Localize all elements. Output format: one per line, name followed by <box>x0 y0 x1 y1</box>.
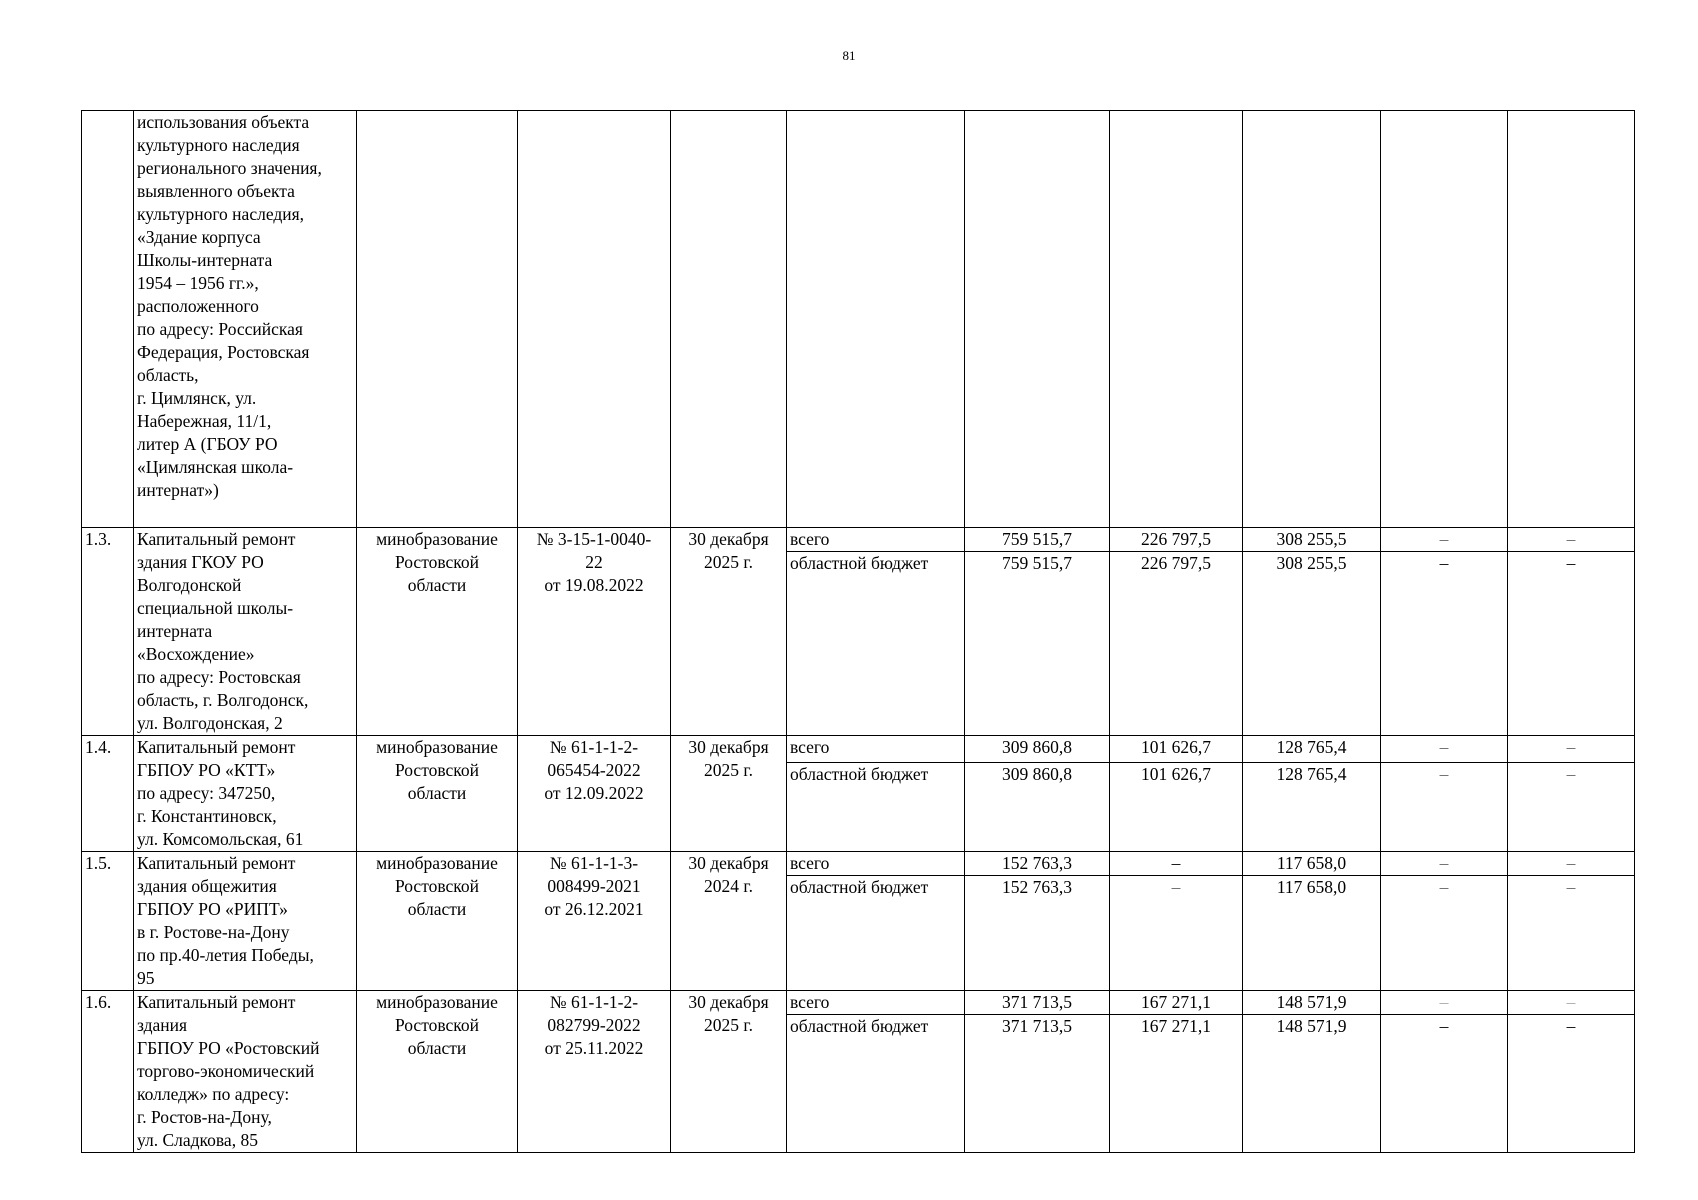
object-name-cell: Капитальный ремонт здания общежития ГБПОУ РО «РИПТ» в г. Ростове-на-Дону по пр.40-летия Победы, 95 <box>134 852 357 991</box>
value-cell: 101 626,7 <box>1110 762 1243 852</box>
value-cell: 308 255,5 <box>1243 528 1381 552</box>
empty-cell <box>965 111 1110 528</box>
value-cell: 152 763,3 <box>965 876 1110 991</box>
value-cell: – <box>1508 1015 1635 1153</box>
table-row <box>82 991 1635 1015</box>
value-cell: 309 860,8 <box>965 736 1110 763</box>
object-name-cell: Капитальный ремонт ГБПОУ РО «КТТ» по адресу: 347250, г. Константиновск, ул. Комсомольская, 61 <box>134 736 357 852</box>
table-row <box>82 852 1635 876</box>
row-number-cell: 1.5. <box>82 852 134 991</box>
value-cell: – <box>1508 852 1635 876</box>
organization-cell: минобразование Ростовской области <box>357 528 518 736</box>
value-cell: – <box>1381 528 1508 552</box>
value-cell: 128 765,4 <box>1243 762 1381 852</box>
row-number-cell: 1.6. <box>82 991 134 1153</box>
value-cell: 117 658,0 <box>1243 876 1381 991</box>
document-cell: № 61-1-1-2- 082799-2022 от 25.11.2022 <box>518 991 671 1153</box>
deadline-cell: 30 декабря 2024 г. <box>671 852 787 991</box>
empty-cell <box>1243 111 1381 528</box>
deadline-cell: 30 декабря 2025 г. <box>671 991 787 1153</box>
value-cell: – <box>1110 876 1243 991</box>
table-row-continuation <box>82 111 1635 528</box>
value-cell: – <box>1508 736 1635 763</box>
deadline-cell: 30 декабря 2025 г. <box>671 528 787 736</box>
value-cell: 226 797,5 <box>1110 552 1243 736</box>
row-number-cell <box>82 111 134 528</box>
empty-cell <box>671 111 787 528</box>
value-cell: 148 571,9 <box>1243 991 1381 1015</box>
empty-cell <box>518 111 671 528</box>
document-cell: № 3-15-1-0040- 22 от 19.08.2022 <box>518 528 671 736</box>
value-cell: – <box>1381 876 1508 991</box>
document-cell: № 61-1-1-2- 065454-2022 от 12.09.2022 <box>518 736 671 852</box>
value-cell: – <box>1508 552 1635 736</box>
funding-source-cell: областной бюджет <box>787 876 965 991</box>
organization-cell: минобразование Ростовской области <box>357 852 518 991</box>
value-cell: 371 713,5 <box>965 991 1110 1015</box>
object-name-cell: Капитальный ремонт здания ГКОУ РО Волгодонской специальной школы- интерната «Восхождение» по адресу: Ростовская область, г. Волгодонск, ул. Волгодонская, 2 <box>134 528 357 736</box>
page-number: 81 <box>842 48 856 63</box>
deadline-cell: 30 декабря 2025 г. <box>671 736 787 852</box>
value-cell: – <box>1508 991 1635 1015</box>
empty-cell <box>787 111 965 528</box>
organization-cell: минобразование Ростовской области <box>357 991 518 1153</box>
table-row <box>82 528 1635 552</box>
value-cell: – <box>1508 762 1635 852</box>
value-cell: – <box>1381 552 1508 736</box>
organization-cell: минобразование Ростовской области <box>357 736 518 852</box>
value-cell: 128 765,4 <box>1243 736 1381 763</box>
value-cell: – <box>1381 736 1508 763</box>
funding-source-cell: областной бюджет <box>787 1015 965 1153</box>
value-cell: 759 515,7 <box>965 528 1110 552</box>
value-cell: 309 860,8 <box>965 762 1110 852</box>
value-cell: 371 713,5 <box>965 1015 1110 1153</box>
value-cell: – <box>1381 852 1508 876</box>
funding-source-cell: всего <box>787 852 965 876</box>
funding-source-cell: областной бюджет <box>787 552 965 736</box>
funding-source-cell: всего <box>787 528 965 552</box>
value-cell: 167 271,1 <box>1110 1015 1243 1153</box>
row-number-cell: 1.4. <box>82 736 134 852</box>
empty-cell <box>1381 111 1508 528</box>
funding-source-cell: областной бюджет <box>787 762 965 852</box>
value-cell: 152 763,3 <box>965 852 1110 876</box>
value-cell: 308 255,5 <box>1243 552 1381 736</box>
object-name-cell: Капитальный ремонт здания ГБПОУ РО «Ростовский торгово-экономический колледж» по адресу: г. Ростов-на-Дону, ул. Сладкова, 85 <box>134 991 357 1153</box>
value-cell: – <box>1110 852 1243 876</box>
empty-cell <box>1110 111 1243 528</box>
value-cell: 226 797,5 <box>1110 528 1243 552</box>
funding-source-cell: всего <box>787 991 965 1015</box>
value-cell: – <box>1381 1015 1508 1153</box>
funding-source-cell: всего <box>787 736 965 763</box>
value-cell: – <box>1508 876 1635 991</box>
table-row <box>82 736 1635 763</box>
document-cell: № 61-1-1-3- 008499-2021 от 26.12.2021 <box>518 852 671 991</box>
row-number-cell: 1.3. <box>82 528 134 736</box>
object-name-cell: использования объекта культурного наследия регионального значения, выявленного объекта культурного наследия, «Здание корпуса Школы-интерната 1954 – 1956 гг.», расположенного по адресу: Российская Федерация, Ростовская область, г. Цимлянск, ул. Набережная, 11/1, литер А (ГБОУ РО «Цимлянская школа- интернат») <box>134 111 357 528</box>
value-cell: 759 515,7 <box>965 552 1110 736</box>
value-cell: 117 658,0 <box>1243 852 1381 876</box>
value-cell: – <box>1381 991 1508 1015</box>
value-cell: 101 626,7 <box>1110 736 1243 763</box>
empty-cell <box>357 111 518 528</box>
value-cell: – <box>1508 528 1635 552</box>
value-cell: 167 271,1 <box>1110 991 1243 1015</box>
budget-table <box>81 110 1635 1153</box>
empty-cell <box>1508 111 1635 528</box>
value-cell: 148 571,9 <box>1243 1015 1381 1153</box>
value-cell: – <box>1381 762 1508 852</box>
